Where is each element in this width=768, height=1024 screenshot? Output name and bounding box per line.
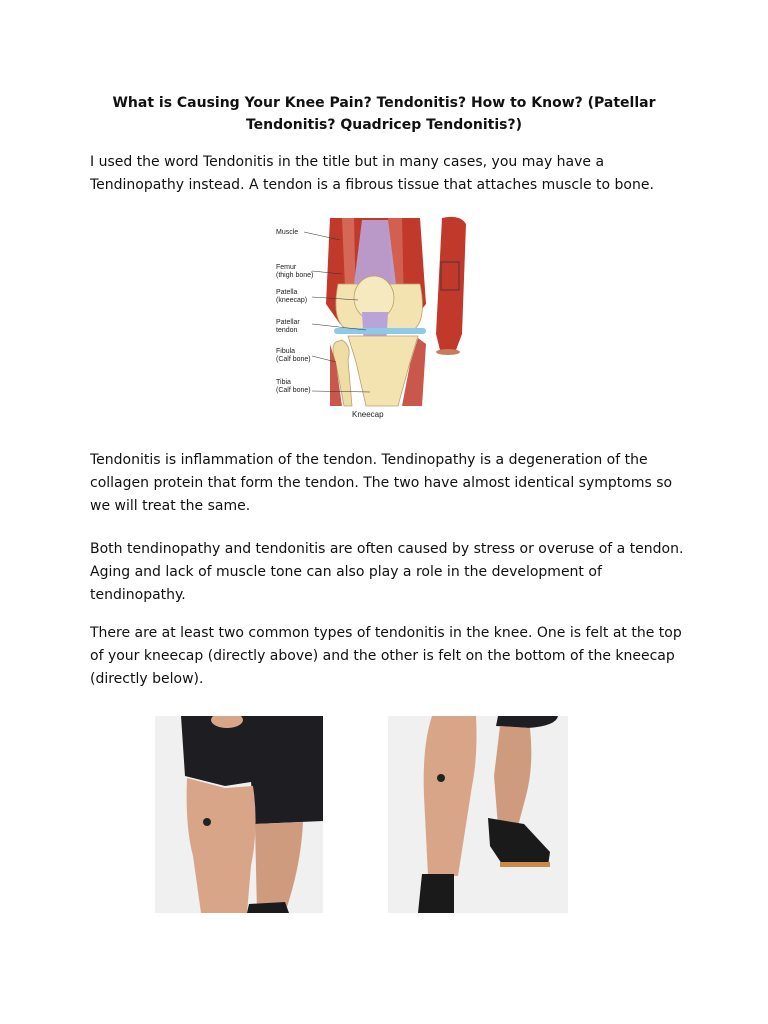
label-femur-sub: (thigh bone) xyxy=(276,272,314,279)
label-patellar-tendon-sub: tendon xyxy=(276,327,298,334)
knee-anatomy-diagram xyxy=(270,214,500,426)
title-line-2: Tendonitis? Quadricep Tendonitis?) xyxy=(245,117,522,133)
photo-quadricep-tendon-location xyxy=(155,716,323,913)
paragraph-types: There are at least two common types of tendonitis in the knee. One is felt at the top of your kneecap (directly above) and the other is felt on the bottom of the kneecap (directly below). xyxy=(90,625,682,687)
label-fibula: Fibula xyxy=(276,348,296,355)
diagram-caption: Kneecap xyxy=(352,410,384,419)
pain-marker-dot xyxy=(437,774,445,782)
label-patella: Patella xyxy=(276,289,298,296)
knee-anatomy-illustration xyxy=(270,214,500,426)
pain-marker-dot xyxy=(203,818,211,826)
paragraph-tendonitis-vs-tendinopathy: Tendonitis is inflammation of the tendon. Tendinopathy is a degeneration of the collagen protein that form the tendon. The two have almost identical symptoms so we will treat the same. xyxy=(90,452,673,514)
title-line-1: What is Causing Your Knee Pain? Tendonitis? How to Know? (Patellar xyxy=(112,95,656,111)
photo-patellar-tendon-location xyxy=(388,716,568,913)
paragraph-causes: Both tendinopathy and tendonitis are often caused by stress or overuse of a tendon. Aging and lack of muscle tone can also play a role in the development of tendinopathy. xyxy=(90,541,684,603)
label-fibula-sub: (Calf bone) xyxy=(276,356,311,363)
label-tibia-sub: (Calf bone) xyxy=(276,387,311,394)
meniscus-shape xyxy=(334,328,426,334)
paragraph-tendon-definition: I used the word Tendonitis in the title but in many cases, you may have a Tendinopathy instead. A tendon is a fibrous tissue that attaches muscle to bone. xyxy=(90,154,654,193)
full-leg-figure xyxy=(436,217,466,355)
label-femur: Femur xyxy=(276,264,297,271)
label-muscle: Muscle xyxy=(276,229,299,236)
label-tibia: Tibia xyxy=(276,379,291,386)
document-title xyxy=(100,92,668,136)
label-patella-sub: (kneecap) xyxy=(276,297,308,304)
label-patellar-tendon: Patellar xyxy=(276,319,300,326)
